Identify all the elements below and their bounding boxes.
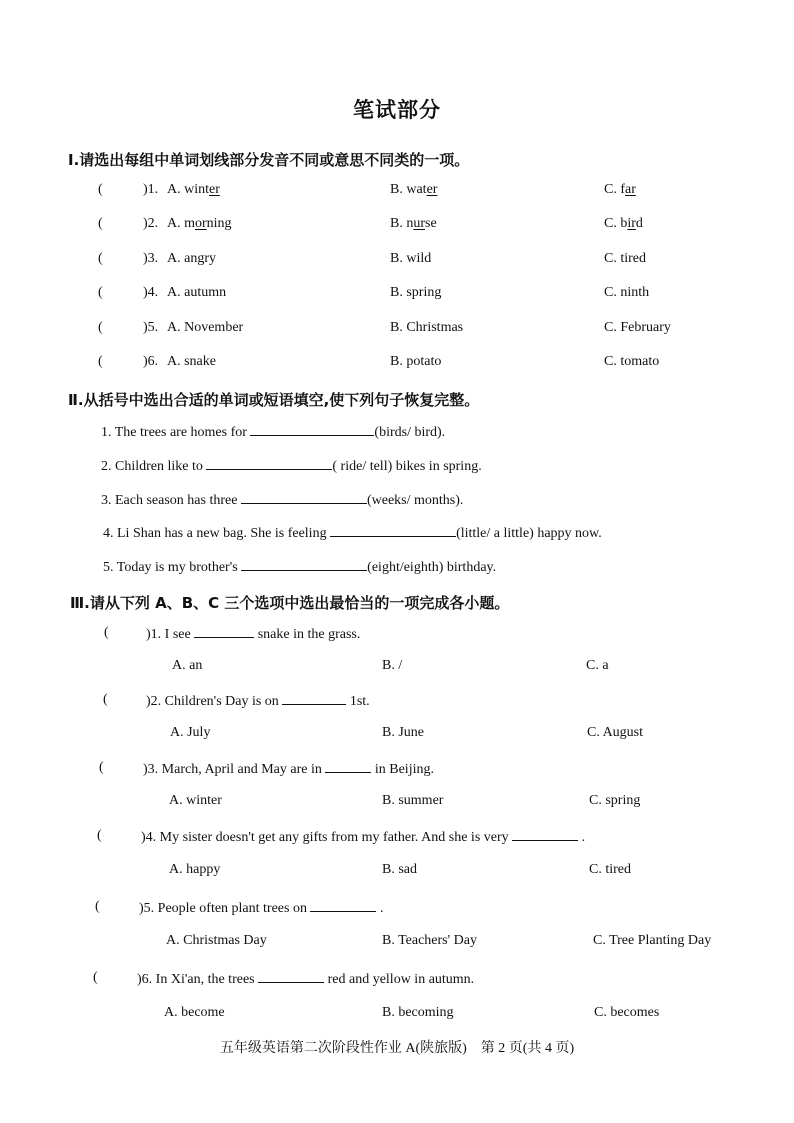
- option-c[interactable]: C. tired: [589, 862, 631, 877]
- answer-blank[interactable]: [250, 423, 374, 436]
- answer-paren[interactable]: (: [98, 216, 103, 231]
- option-c[interactable]: C. August: [587, 725, 644, 740]
- answer-blank[interactable]: [282, 692, 346, 705]
- section-2-heading: Ⅱ.从括号中选出合适的单词或短语填空,使下列句子恢复完整。: [68, 391, 480, 409]
- question-number: )4.: [143, 285, 159, 300]
- fill-blank-sentence: 4. Li Shan has a new bag. She is feeling (little/ a little) happy now.: [103, 526, 602, 541]
- answer-paren[interactable]: (: [103, 692, 108, 707]
- answer-blank[interactable]: [258, 970, 324, 983]
- option-b: B. water: [390, 182, 438, 197]
- option-a[interactable]: A. Christmas Day: [166, 933, 267, 948]
- question-stem: )3. March, April and May are in in Beijing.: [143, 762, 434, 777]
- answer-paren[interactable]: (: [98, 320, 103, 335]
- section-3-heading: Ⅲ.请从下列 A、B、C 三个选项中选出最恰当的一项完成各小题。: [70, 594, 510, 612]
- answer-paren[interactable]: (: [98, 182, 103, 197]
- option-b: B. potato: [390, 354, 442, 369]
- answer-paren[interactable]: (: [98, 285, 103, 300]
- page-title: 笔试部分: [353, 98, 441, 122]
- answer-blank[interactable]: [512, 828, 578, 841]
- fill-blank-sentence: 5. Today is my brother's (eight/eighth) birthday.: [103, 560, 497, 575]
- option-b[interactable]: B. Teachers' Day: [382, 933, 477, 948]
- option-a[interactable]: A. become: [164, 1005, 225, 1020]
- answer-paren[interactable]: (: [98, 251, 103, 266]
- question-number: )2.: [143, 216, 159, 231]
- option-b: B. nurse: [390, 216, 437, 231]
- answer-paren[interactable]: (: [97, 828, 102, 843]
- fill-blank-sentence: 2. Children like to ( ride/ tell) bikes in spring.: [101, 459, 482, 474]
- answer-paren[interactable]: (: [93, 970, 98, 985]
- answer-blank[interactable]: [325, 760, 371, 773]
- option-a: A. snake: [167, 354, 216, 369]
- option-a[interactable]: A. July: [170, 725, 211, 740]
- option-c[interactable]: C. spring: [589, 793, 641, 808]
- answer-paren[interactable]: (: [104, 625, 109, 640]
- section-1-heading: Ⅰ.请选出每组中单词划线部分发音不同或意思不同类的一项。: [68, 151, 470, 169]
- option-b[interactable]: B. summer: [382, 793, 444, 808]
- question-number: )5.: [143, 320, 159, 335]
- option-b: B. wild: [390, 251, 432, 266]
- option-c[interactable]: C. becomes: [594, 1005, 660, 1020]
- option-c: C. tomato: [604, 354, 660, 369]
- fill-blank-sentence: 3. Each season has three (weeks/ months).: [101, 493, 464, 508]
- answer-blank[interactable]: [194, 625, 254, 638]
- question-stem: )6. In Xi'an, the trees red and yellow in autumn.: [137, 972, 475, 987]
- option-c: C. ninth: [604, 285, 650, 300]
- option-c: C. February: [604, 320, 671, 335]
- option-a: A. morning: [167, 216, 232, 231]
- option-b[interactable]: B. becoming: [382, 1005, 454, 1020]
- option-c: C. tired: [604, 251, 646, 266]
- underlined-part: or: [195, 216, 207, 231]
- underlined-part: er: [426, 182, 438, 197]
- answer-blank[interactable]: [330, 524, 456, 537]
- option-b[interactable]: B. sad: [382, 862, 417, 877]
- question-number: )1.: [143, 182, 159, 197]
- page-footer: 五年级英语第二次阶段性作业 A(陕旅版) 第 2 页(共 4 页): [219, 1041, 575, 1056]
- option-c[interactable]: C. a: [586, 658, 609, 673]
- option-a: A. angry: [167, 251, 216, 266]
- question-number: )3.: [143, 251, 159, 266]
- answer-blank[interactable]: [241, 491, 367, 504]
- answer-blank[interactable]: [206, 457, 332, 470]
- option-b[interactable]: B. /: [382, 658, 403, 673]
- option-c: C. bird: [604, 216, 643, 231]
- underlined-part: ir: [627, 216, 636, 231]
- option-c: C. far: [604, 182, 636, 197]
- option-a[interactable]: A. winter: [169, 793, 222, 808]
- fill-blank-sentence: 1. The trees are homes for (birds/ bird).: [101, 425, 446, 440]
- answer-paren[interactable]: (: [95, 899, 100, 914]
- answer-paren[interactable]: (: [98, 354, 103, 369]
- question-number: )6.: [143, 354, 159, 369]
- underlined-part: ar: [625, 182, 636, 197]
- underlined-part: er: [209, 182, 220, 197]
- underlined-part: ur: [413, 216, 426, 231]
- option-b: B. spring: [390, 285, 442, 300]
- answer-blank[interactable]: [310, 899, 376, 912]
- question-stem: )5. People often plant trees on .: [139, 901, 384, 916]
- answer-blank[interactable]: [241, 558, 367, 571]
- question-stem: )2. Children's Day is on 1st.: [146, 694, 370, 709]
- question-stem: )4. My sister doesn't get any gifts from my father. And she is very .: [141, 830, 586, 845]
- question-stem: )1. I see snake in the grass.: [146, 627, 361, 642]
- option-a: A. November: [167, 320, 244, 335]
- option-b: B. Christmas: [390, 320, 464, 335]
- answer-paren[interactable]: (: [99, 760, 104, 775]
- option-a: A. autumn: [167, 285, 227, 300]
- option-c[interactable]: C. Tree Planting Day: [593, 933, 712, 948]
- option-a: A. winter: [167, 182, 220, 197]
- option-a[interactable]: A. an: [172, 658, 203, 673]
- option-a[interactable]: A. happy: [169, 862, 221, 877]
- option-b[interactable]: B. June: [382, 725, 424, 740]
